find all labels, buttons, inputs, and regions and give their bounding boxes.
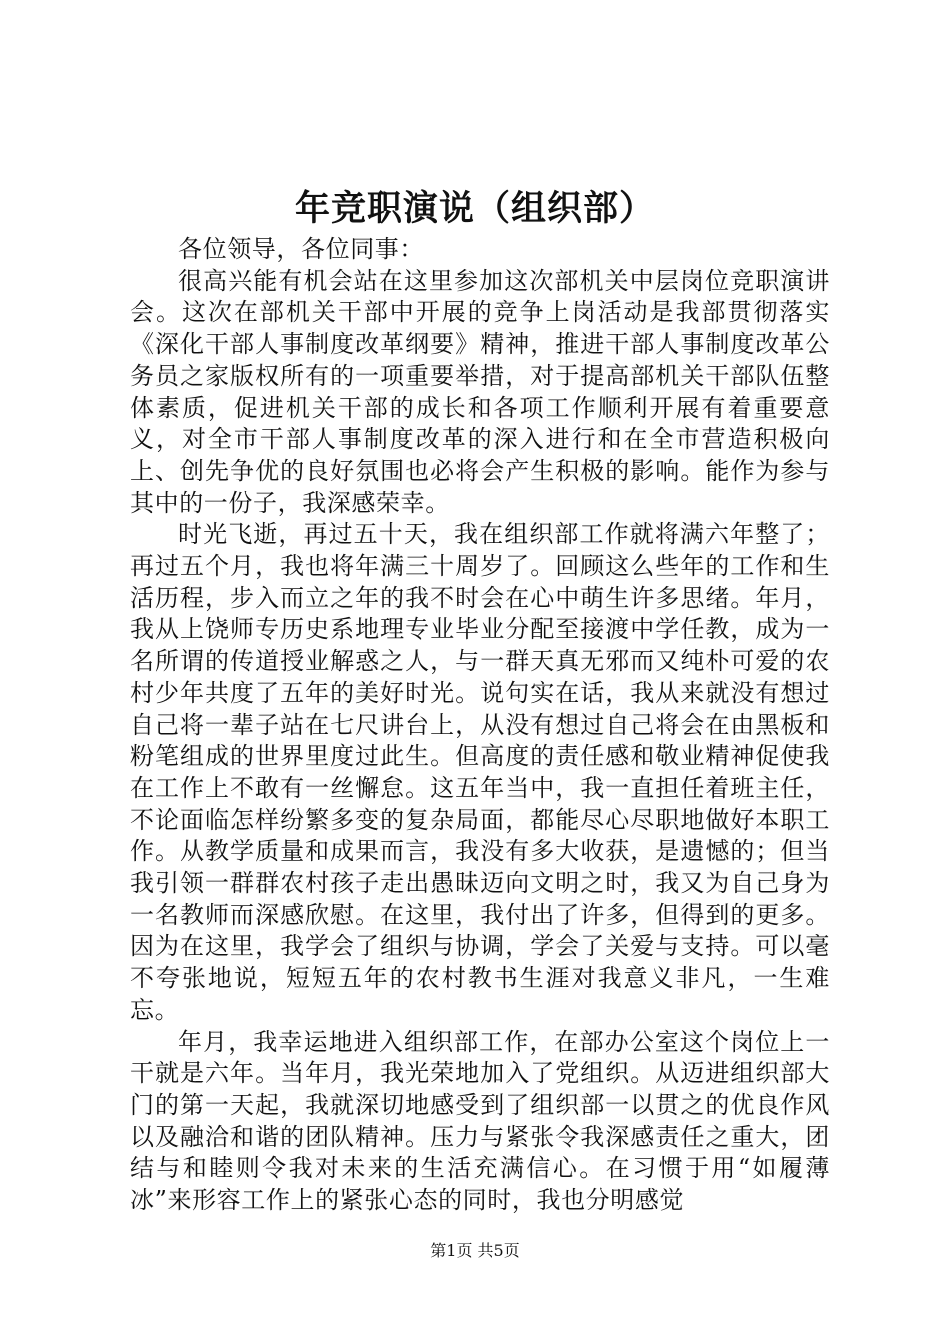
paragraph-3: 年月，我幸运地进入组织部工作，在部办公室这个岗位上一干就是六年。当年月，我光荣地加入了党组织。从迈进组织部大门的第一天起，我就深切地感受到了组织部一以贯之的优良作风以及融洽和谐的团队精神。压力与紧张令我深感责任之重大，团结与和睦则令我对未来的生活充满信心。在习惯于用“如履薄冰”来形容工作上的紧张心态的同时，我也分明感觉 (130, 1027, 830, 1215)
document-title: 年竞职演说（组织部） (294, 188, 655, 229)
document-body (130, 234, 830, 1217)
salutation: 各位领导，各位同事： (178, 235, 424, 263)
paragraph-2: 时光飞逝，再过五十天，我在组织部工作就将满六年整了；再过五个月，我也将年满三十周岁了。回顾这么些年的工作和生活历程，步入而立之年的我不时会在心中萌生许多思绪。年月，我从上饶师专历史系地理专业毕业分配至接渡中学任教，成为一名所谓的传道授业解惑之人，与一群天真无邪而又纯朴可爱的农村少年共度了五年的美好时光。说句实在话，我从来就没有想过自己将一辈子站在七尺讲台上，从没有想过自己将会在由黑板和粉笔组成的世界里度过此生。但高度的责任感和敬业精神促使我在工作上不敢有一丝懈怠。这五年当中，我一直担任着班主任，不论面临怎样纷繁多变的复杂局面，都能尽心尽职地做好本职工作。从教学质量和成果而言，我没有多大收获，是遗憾的；但当我引领一群群农村孩子走出愚昧迈向文明之时，我又为自己身为一名教师而深感欣慰。在这里，我付出了许多，但得到的更多。因为在这里，我学会了组织与协调，学会了关爱与支持。可以毫不夸张地说，短短五年的农村教书生涯对我意义非凡，一生难忘。 (130, 520, 830, 1024)
page-number-footer: 第1页 共5页 (430, 1241, 520, 1260)
paragraph-1: 很高兴能有机会站在这里参加这次部机关中层岗位竞职演讲会。这次在部机关干部中开展的竞争上岗活动是我部贯彻落实《深化干部人事制度改革纲要》精神，推进干部人事制度改革公务员之家版权所有的一项重要举措，对于提高部机关干部队伍整体素质，促进机关干部的成长和各项工作顺利开展有着重要意义，对全市干部人事制度改革的深入进行和在全市营造积极向上、创先争优的良好氛围也必将会产生积极的影响。能作为参与其中的一份子，我深感荣幸。 (130, 266, 830, 517)
